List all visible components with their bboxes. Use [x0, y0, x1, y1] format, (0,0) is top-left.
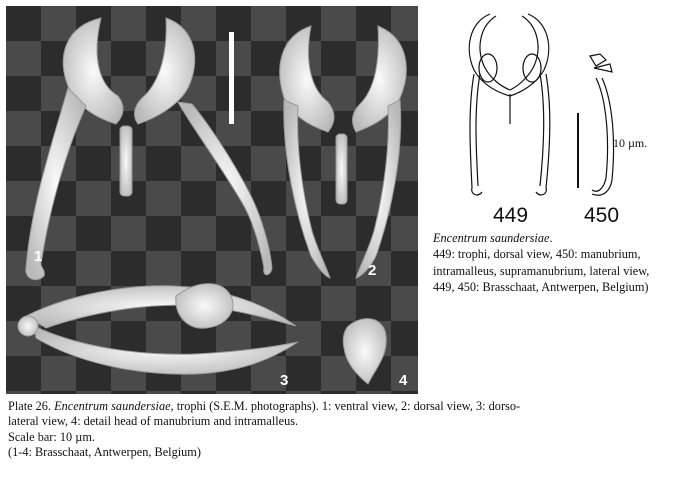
species-name: Encentrum saundersiae — [433, 231, 550, 245]
drawing-caption-line: 449: trophi, dorsal view, 450: manubrium, — [433, 247, 641, 262]
drawing-caption-line: 449, 450: Brasschaat, Antwerpen, Belgium) — [433, 280, 649, 295]
sem-photo-plate — [6, 6, 418, 394]
plate-caption-line-2: lateral view, 4: detail head of manubrium and intramalleus. — [8, 414, 299, 429]
trophi-line-drawing — [430, 8, 692, 228]
plate-caption-line-4: (1-4: Brasschaat, Antwerpen, Belgium) — [8, 445, 201, 460]
sem-photographs — [6, 6, 418, 394]
figure-number-450: 450 — [584, 204, 620, 227]
plate-caption — [8, 399, 694, 461]
plate-caption-line-3: Scale bar: 10 µm. — [8, 429, 95, 444]
photo-scale-bar — [229, 32, 234, 124]
drawing-scale-bar — [577, 113, 579, 188]
panel-label-2: 2 — [368, 262, 377, 279]
panel-label-3: 3 — [280, 372, 289, 389]
figure-number-449: 449 — [493, 204, 529, 227]
species-name: Encentrum saundersiae — [54, 399, 171, 413]
drawing-caption-line: intramalleus, supramanubrium, lateral view, — [433, 263, 650, 278]
line-drawing — [430, 8, 692, 228]
drawing-scale-label: 10 µm. — [613, 136, 648, 150]
panel-label-1: 1 — [34, 248, 43, 265]
drawing-caption-title: Encentrum saundersiae. — [433, 231, 553, 245]
panel-label-4: 4 — [399, 372, 408, 389]
drawing-caption — [433, 230, 695, 296]
plate-caption-line-1: Plate 26. Encentrum saundersiae, trophi (S.E.M. photographs). 1: ventral view, 2: dorsal view, 3: dorso- — [8, 399, 521, 413]
